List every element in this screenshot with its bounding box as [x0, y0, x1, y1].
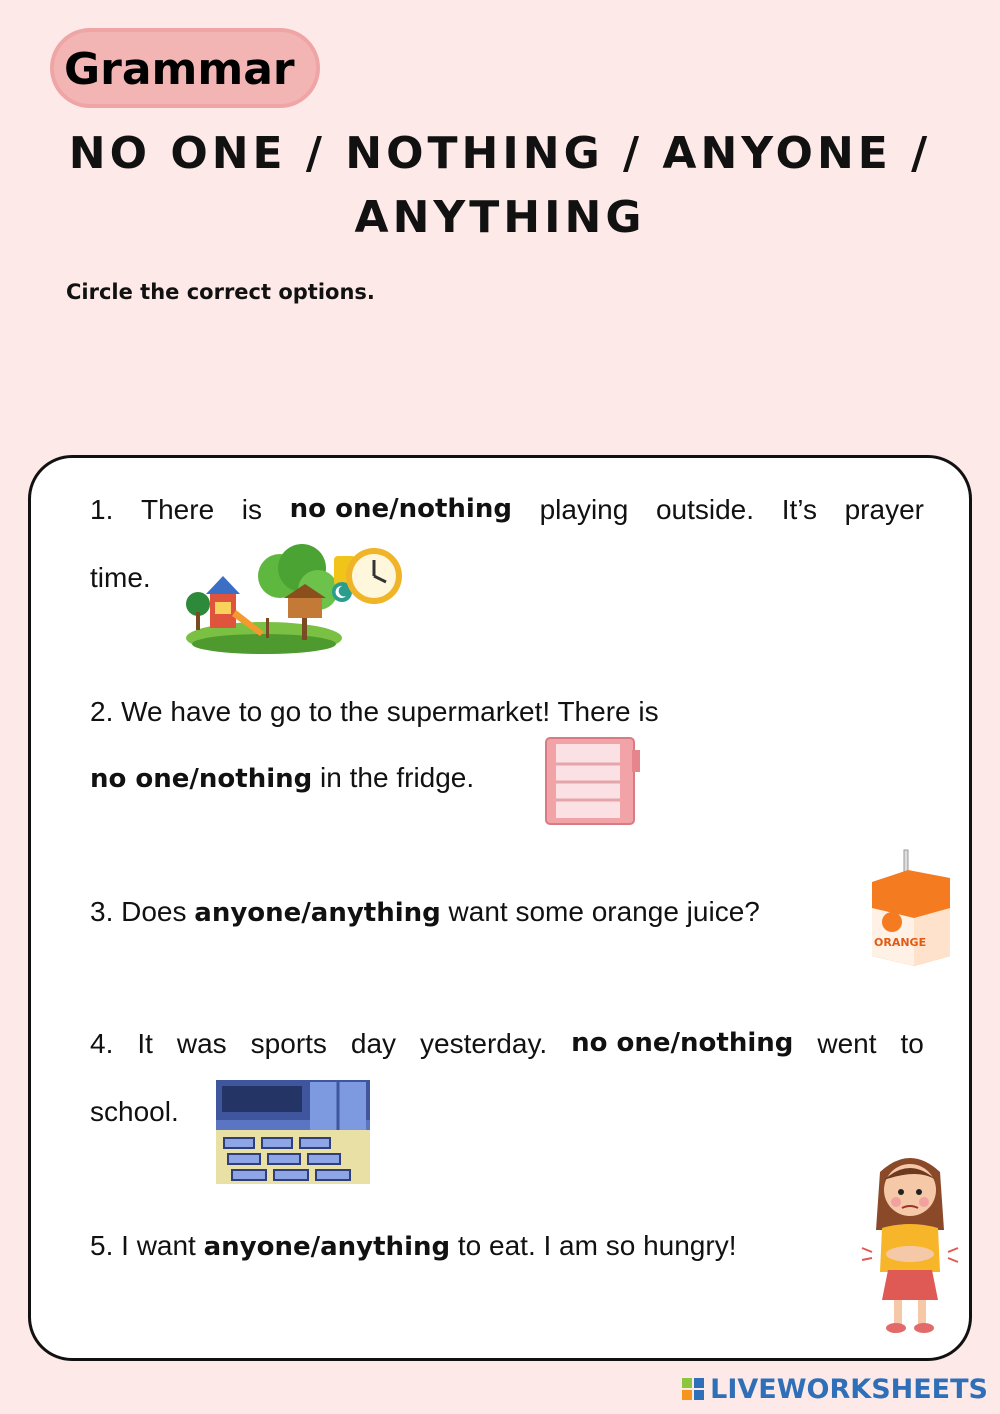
- q4-word: day: [350, 1028, 397, 1059]
- question-1-line-1: [90, 494, 924, 526]
- question-3: [90, 896, 760, 928]
- q1-word: is: [241, 494, 263, 525]
- question-4-line-1: [90, 1028, 924, 1060]
- q4-options[interactable]: no one/nothing: [571, 1028, 794, 1058]
- juice-label: ORANGE: [874, 936, 927, 949]
- q1-word: 1.: [90, 494, 114, 525]
- page-title-line-1: NO ONE / NOTHING / ANYONE /: [68, 128, 932, 179]
- hungry-girl-icon: [858, 1150, 962, 1336]
- playground-clock-icon: [184, 540, 406, 658]
- q4-word: sports: [250, 1028, 327, 1059]
- q4-word: yesterday.: [420, 1028, 548, 1059]
- q1-word: It’s: [781, 494, 817, 525]
- liveworksheets-brand: [682, 1372, 988, 1406]
- instruction: Circle the correct options.: [66, 280, 375, 304]
- q4-word: It: [137, 1028, 153, 1059]
- badge-label: Grammar: [64, 44, 295, 95]
- q3-options[interactable]: anyone/anything: [194, 898, 441, 928]
- liveworksheets-logo-icon: [682, 1378, 704, 1400]
- grammar-badge: [50, 28, 320, 108]
- q1-options[interactable]: no one/nothing: [289, 494, 512, 524]
- question-5: [90, 1230, 736, 1262]
- orange-juice-icon: [868, 848, 954, 968]
- fridge-icon: [544, 736, 644, 828]
- q4-word: 4.: [90, 1028, 114, 1059]
- q5-text: 5. I want: [90, 1230, 204, 1261]
- q1-word: playing: [539, 494, 629, 525]
- q3-text: want some orange juice?: [440, 896, 760, 927]
- q2-options[interactable]: no one/nothing: [90, 764, 313, 794]
- q1-word: prayer: [844, 494, 924, 525]
- question-2-line-2: [90, 762, 474, 794]
- brand-name: LIVEWORKSHEETS: [710, 1373, 988, 1405]
- q2-text: in the fridge.: [312, 762, 475, 793]
- question-4-line-2: school.: [90, 1096, 179, 1127]
- q5-text: to eat. I am so hungry!: [450, 1230, 737, 1261]
- q5-options[interactable]: anyone/anything: [203, 1232, 451, 1262]
- question-1-line-2: time.: [90, 562, 151, 593]
- classroom-icon: [216, 1080, 370, 1184]
- q1-word: outside.: [655, 494, 755, 525]
- q1-word: There: [141, 494, 215, 525]
- q4-word: to: [900, 1028, 924, 1059]
- question-2-line-1: 2. We have to go to the supermarket! There is: [90, 696, 659, 727]
- q3-text: 3. Does: [90, 896, 195, 927]
- q4-word: was: [176, 1028, 227, 1059]
- page-title-line-2: ANYTHING: [354, 192, 646, 243]
- q4-word: went: [817, 1028, 877, 1059]
